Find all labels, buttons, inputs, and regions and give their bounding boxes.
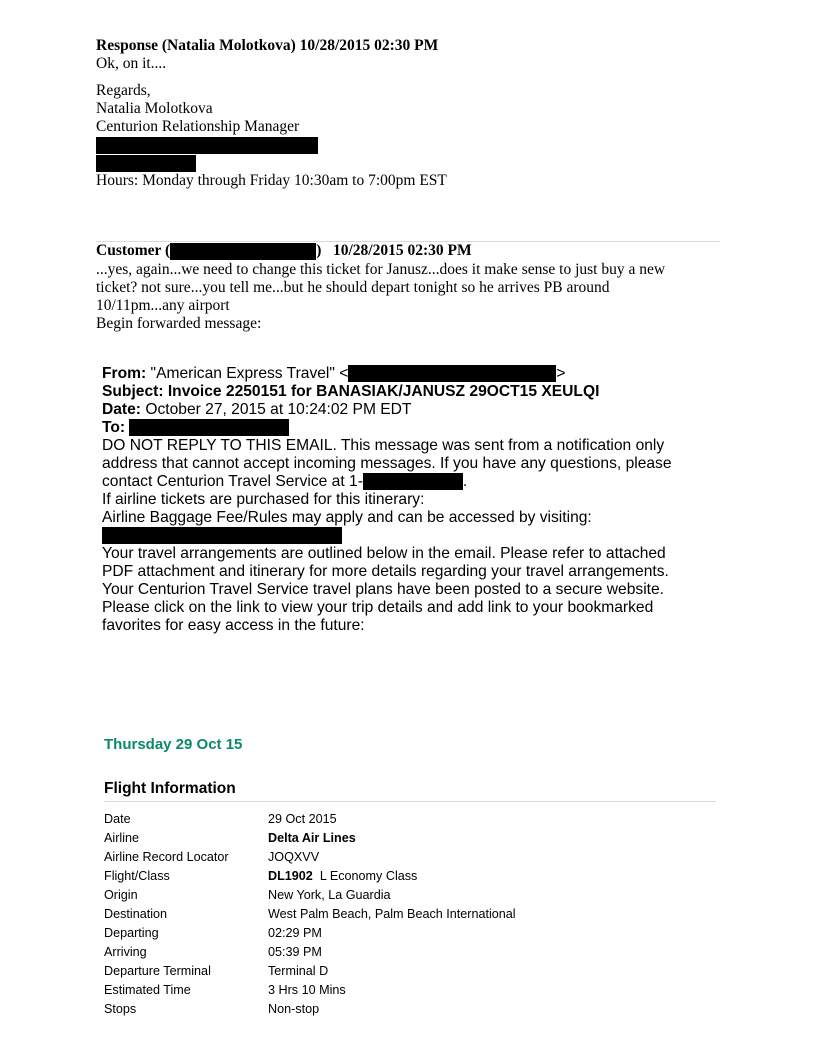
date-label: Date: [102, 401, 141, 418]
divider [104, 801, 716, 802]
table-row [104, 1000, 724, 1019]
customer-label: Customer ( [96, 242, 171, 259]
itinerary-day: Thursday 29 Oct 15 [104, 736, 243, 753]
table-row [104, 886, 724, 905]
table-row [104, 905, 724, 924]
signature-name: Natalia Molotkova [96, 100, 213, 117]
email-date [102, 401, 702, 419]
customer-timestamp: 10/28/2015 02:30 PM [332, 242, 472, 259]
customer-header [96, 242, 736, 261]
email-body-line: Your Centurion Travel Service travel plans have been posted to a secure website. [102, 581, 664, 598]
from-label: From: [102, 365, 147, 382]
forwarded-email [102, 365, 702, 635]
email-from [102, 365, 702, 383]
signature-title: Centurion Relationship Manager [96, 118, 300, 135]
email-body-line: If airline tickets are purchased for this itinerary: [102, 491, 425, 508]
redaction-bar [363, 473, 463, 490]
customer-text-line: ticket? not sure...you tell me...but he should depart tonight so he arrives PB around [96, 279, 610, 296]
row-value: 05:39 PM [268, 945, 322, 959]
customer-block [96, 242, 736, 333]
date-value: October 27, 2015 at 10:24:02 PM EDT [145, 401, 412, 418]
customer-text-line: ...yes, again...we need to change this ticket for Janusz...does it make sense to just buy a new [96, 261, 666, 278]
forwarded-note: Begin forwarded message: [96, 315, 262, 332]
row-label: Destination [104, 907, 168, 921]
signature-hours: Hours: Monday through Friday 10:30am to 7:00pm EST [96, 172, 447, 189]
customer-label-close: ) [316, 242, 322, 259]
redaction-bar [96, 137, 318, 154]
row-label: Origin [104, 888, 138, 902]
row-label: Departing [104, 926, 159, 940]
email-body-line: address that cannot accept incoming messages. If you have any questions, please [102, 455, 672, 472]
row-label: Flight/Class [104, 869, 170, 883]
table-row [104, 829, 724, 848]
row-value: 29 Oct 2015 [268, 812, 337, 826]
row-value: Non-stop [268, 1002, 320, 1016]
row-label: Arriving [104, 945, 147, 959]
from-close: > [556, 365, 566, 382]
response-block [96, 37, 736, 190]
response-header: Response (Natalia Molotkova) 10/28/2015 02:30 PM [96, 37, 439, 54]
flight-info-title: Flight Information [104, 780, 236, 797]
row-value: 02:29 PM [268, 926, 322, 940]
email-body-line: PDF attachment and itinerary for more details regarding your travel arrangements. [102, 563, 669, 580]
email-body-line: Your travel arrangements are outlined below in the email. Please refer to attached [102, 545, 666, 562]
customer-text-line: 10/11pm...any airport [96, 297, 230, 314]
email-body-line: contact Centurion Travel Service at 1- . [102, 473, 468, 490]
row-label: Estimated Time [104, 983, 191, 997]
row-value: DL1902 L Economy Class [268, 869, 418, 883]
redaction-bar [170, 243, 316, 260]
email-body-line: favorites for easy access in the future: [102, 617, 365, 634]
table-row [104, 867, 724, 886]
signature-regards: Regards, [96, 82, 151, 99]
email-subject: Subject: Invoice 2250151 for BANASIAK/JANUSZ 29OCT15 XEULQI [102, 383, 600, 400]
row-value: Delta Air Lines [268, 831, 356, 845]
row-value: West Palm Beach, Palm Beach International [268, 907, 516, 921]
to-label: To: [102, 419, 126, 436]
redaction-bar [129, 419, 289, 436]
redaction-bar [348, 365, 556, 382]
email-body-line: DO NOT REPLY TO THIS EMAIL. This message was sent from a notification only [102, 437, 665, 454]
table-row [104, 962, 724, 981]
table-row [104, 924, 724, 943]
email-body-line: Airline Baggage Fee/Rules may apply and can be accessed by visiting: [102, 509, 592, 526]
row-label: Date [104, 812, 131, 826]
email-to [102, 419, 702, 437]
row-label: Airline Record Locator [104, 850, 229, 864]
response-text: Ok, on it.... [96, 55, 167, 72]
redaction-bar [96, 155, 196, 172]
table-row [104, 810, 724, 829]
redaction-bar [102, 527, 342, 544]
row-value: New York, La Guardia [268, 888, 391, 902]
table-row [104, 943, 724, 962]
row-label: Airline [104, 831, 139, 845]
row-value: JOQXVV [268, 850, 320, 864]
table-row [104, 848, 724, 867]
row-label: Stops [104, 1002, 137, 1016]
row-value: 3 Hrs 10 Mins [268, 983, 346, 997]
table-row [104, 981, 724, 1000]
row-label: Departure Terminal [104, 964, 211, 978]
from-value: "American Express Travel" < [150, 365, 349, 382]
row-value: Terminal D [268, 964, 329, 978]
email-body-line: Please click on the link to view your trip details and add link to your bookmarked [102, 599, 654, 616]
